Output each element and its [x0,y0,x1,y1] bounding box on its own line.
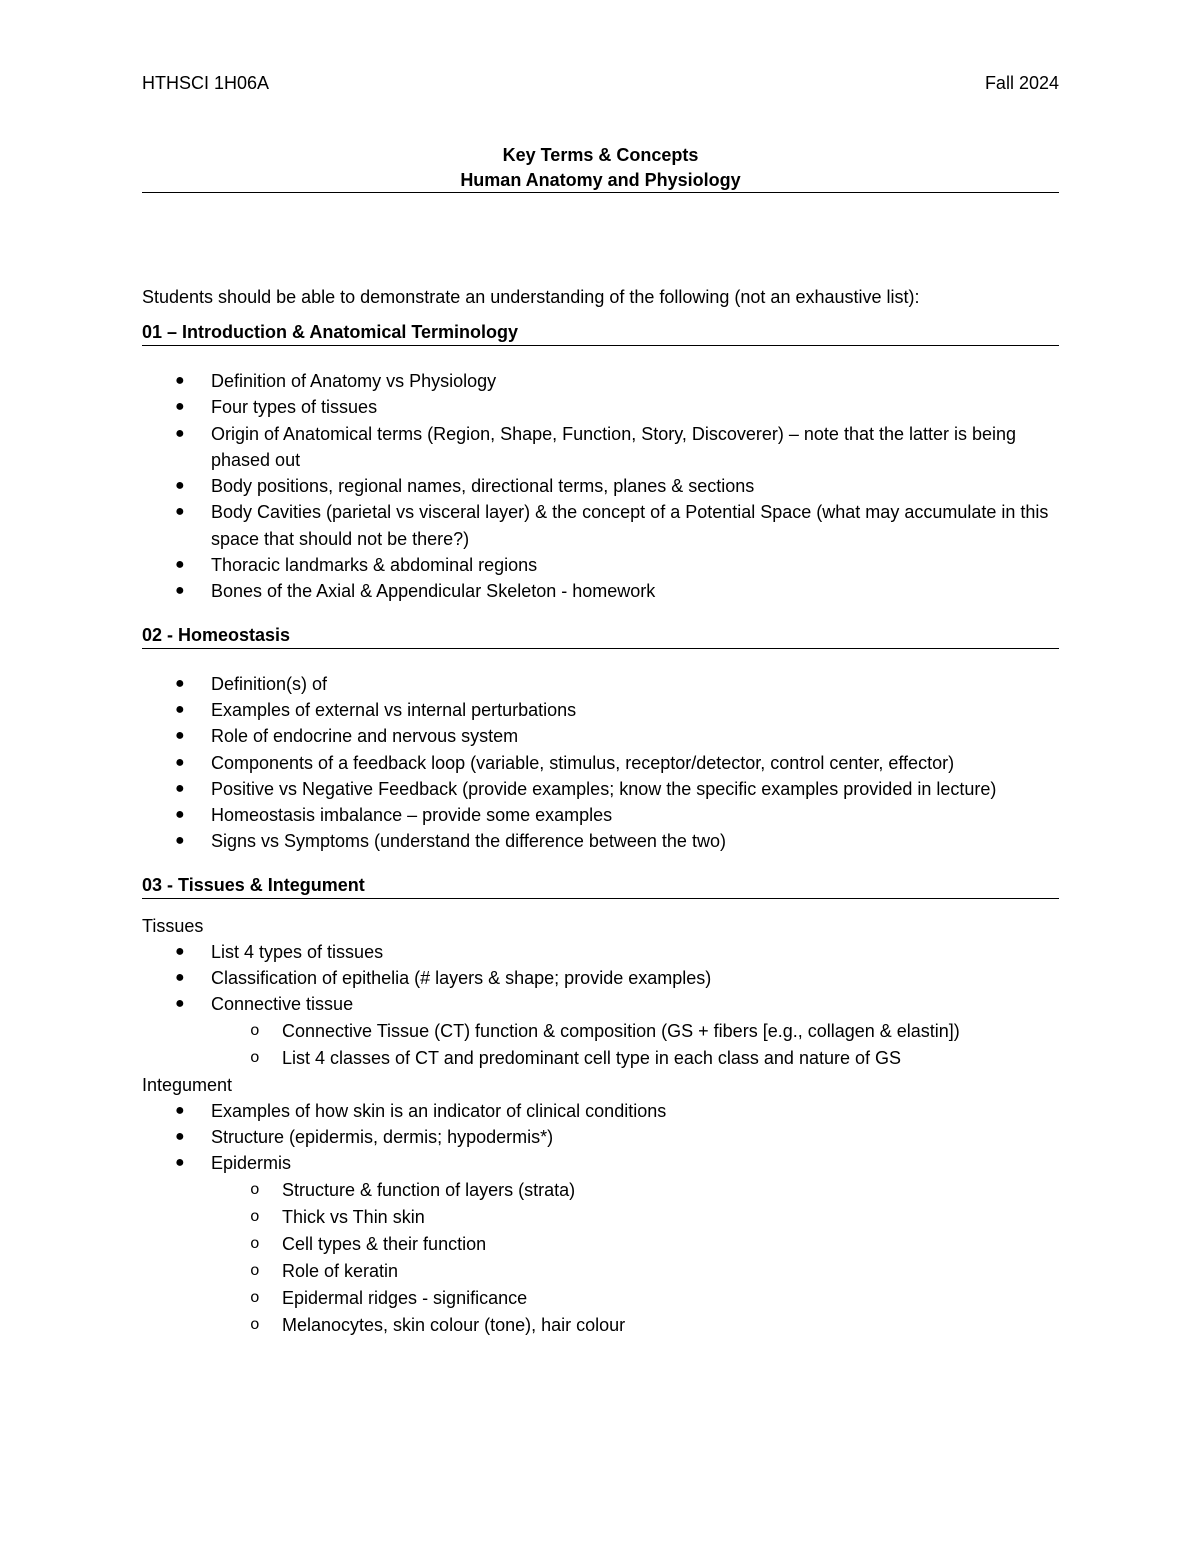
document-body [142,284,1059,1339]
bullet-icon: ● [175,372,185,389]
circle-bullet-icon: o [250,1180,260,1199]
list-item: ● Signs vs Symptoms (understand the difference between the two) [142,828,1059,854]
sub-list-item: o Connective Tissue (CT) function & composition (GS + fibers [e.g., collagen & elastin]) [142,1018,1059,1045]
list-item: ● Examples of how skin is an indicator of clinical conditions [142,1098,1059,1124]
list-item: ● Body positions, regional names, directional terms, planes & sections [142,473,1059,499]
list-item: ● Homeostasis imbalance – provide some examples [142,802,1059,828]
bullet-icon: ● [175,398,185,416]
circle-bullet-icon: o [250,1021,260,1040]
integument-list [142,1098,1059,1177]
section-01-list [142,368,1059,605]
title-block [142,143,1059,193]
bullet-icon: ● [175,779,185,797]
circle-bullet-icon: o [250,1234,260,1253]
list-item: ● Origin of Anatomical terms (Region, Shape, Function, Story, Discoverer) – note that the latter is being phased out [142,421,1059,474]
sub-list-item: o List 4 classes of CT and predominant cell type in each class and nature of GS [142,1045,1059,1072]
list-item: ● Epidermis [142,1150,1059,1176]
bullet-icon: ● [175,1154,185,1172]
list-item: ● Thoracic landmarks & abdominal regions [142,552,1059,578]
list-item: ● Examples of external vs internal perturbations [142,697,1059,723]
bullet-icon: ● [175,806,185,824]
list-item: ● Body Cavities (parietal vs visceral layer) & the concept of a Potential Space (what may accumulate in this space that should not be there?) [142,499,1059,552]
bullet-icon: ● [175,503,185,521]
list-item: ● Components of a feedback loop (variable, stimulus, receptor/detector, control center, effector) [142,750,1059,776]
document-subtitle: Human Anatomy and Physiology [142,168,1059,193]
bullet-icon: ● [175,942,185,960]
document-title: Key Terms & Concepts [502,145,699,165]
bullet-icon: ● [175,753,185,771]
section-title-01: 01 – Introduction & Anatomical Terminology [142,320,1059,346]
bullet-icon: ● [175,582,185,600]
sub-list-item: o Thick vs Thin skin [142,1204,1059,1231]
term: Fall 2024 [984,73,1059,93]
section-02-list [142,671,1059,855]
circle-bullet-icon: o [250,1207,260,1226]
sub-list-item: o Melanocytes, skin colour (tone), hair colour [142,1312,1059,1339]
section-title-03: 03 - Tissues & Integument [142,873,1059,899]
section-title-02: 02 - Homeostasis [142,623,1059,649]
sub-list-item: o Epidermal ridges - significance [142,1285,1059,1312]
bullet-icon: ● [175,1101,185,1119]
bullet-icon: ● [175,424,185,442]
bullet-icon: ● [175,832,185,850]
bullet-icon: ● [175,700,185,718]
circle-bullet-icon: o [250,1261,260,1280]
bullet-icon: ● [175,995,185,1013]
list-item: ● Bones of the Axial & Appendicular Skeleton - homework [142,578,1059,604]
list-item: ● Definition(s) of [142,671,1059,697]
list-item: ● List 4 types of tissues [142,939,1059,965]
list-item: ● Structure (epidermis, dermis; hypodermis*) [142,1124,1059,1150]
list-item: ● Definition of Anatomy vs Physiology [142,368,1059,394]
bullet-icon: ● [175,727,185,745]
epidermis-sublist [142,1177,1059,1339]
list-item: ● Classification of epithelia (# layers & shape; provide examples) [142,965,1059,991]
bullet-icon: ● [175,674,185,692]
course-code: HTHSCI 1H06A [142,73,270,93]
tissues-list [142,939,1059,1018]
sub-list-item: o Role of keratin [142,1258,1059,1285]
page-header [142,73,1059,94]
tissues-label: Tissues [142,915,204,936]
list-item: ● Role of endocrine and nervous system [142,723,1059,749]
intro-text: Students should be able to demonstrate an understanding of the following (not an exhaustive list): [142,287,920,307]
list-item: ● Four types of tissues [142,394,1059,420]
circle-bullet-icon: o [250,1315,260,1334]
circle-bullet-icon: o [250,1288,260,1307]
list-item: ● Connective tissue [142,991,1059,1017]
bullet-icon: ● [175,477,185,495]
bullet-icon: ● [175,1127,185,1145]
bullet-icon: ● [175,556,185,574]
integument-label: Integument [142,1074,233,1095]
sub-list-item: o Cell types & their function [142,1231,1059,1258]
circle-bullet-icon: o [250,1048,260,1067]
list-item: ● Positive vs Negative Feedback (provide examples; know the specific examples provided in lecture) [142,776,1059,802]
sub-list-item: o Structure & function of layers (strata) [142,1177,1059,1204]
bullet-icon: ● [175,969,185,987]
connective-sublist [142,1018,1059,1072]
